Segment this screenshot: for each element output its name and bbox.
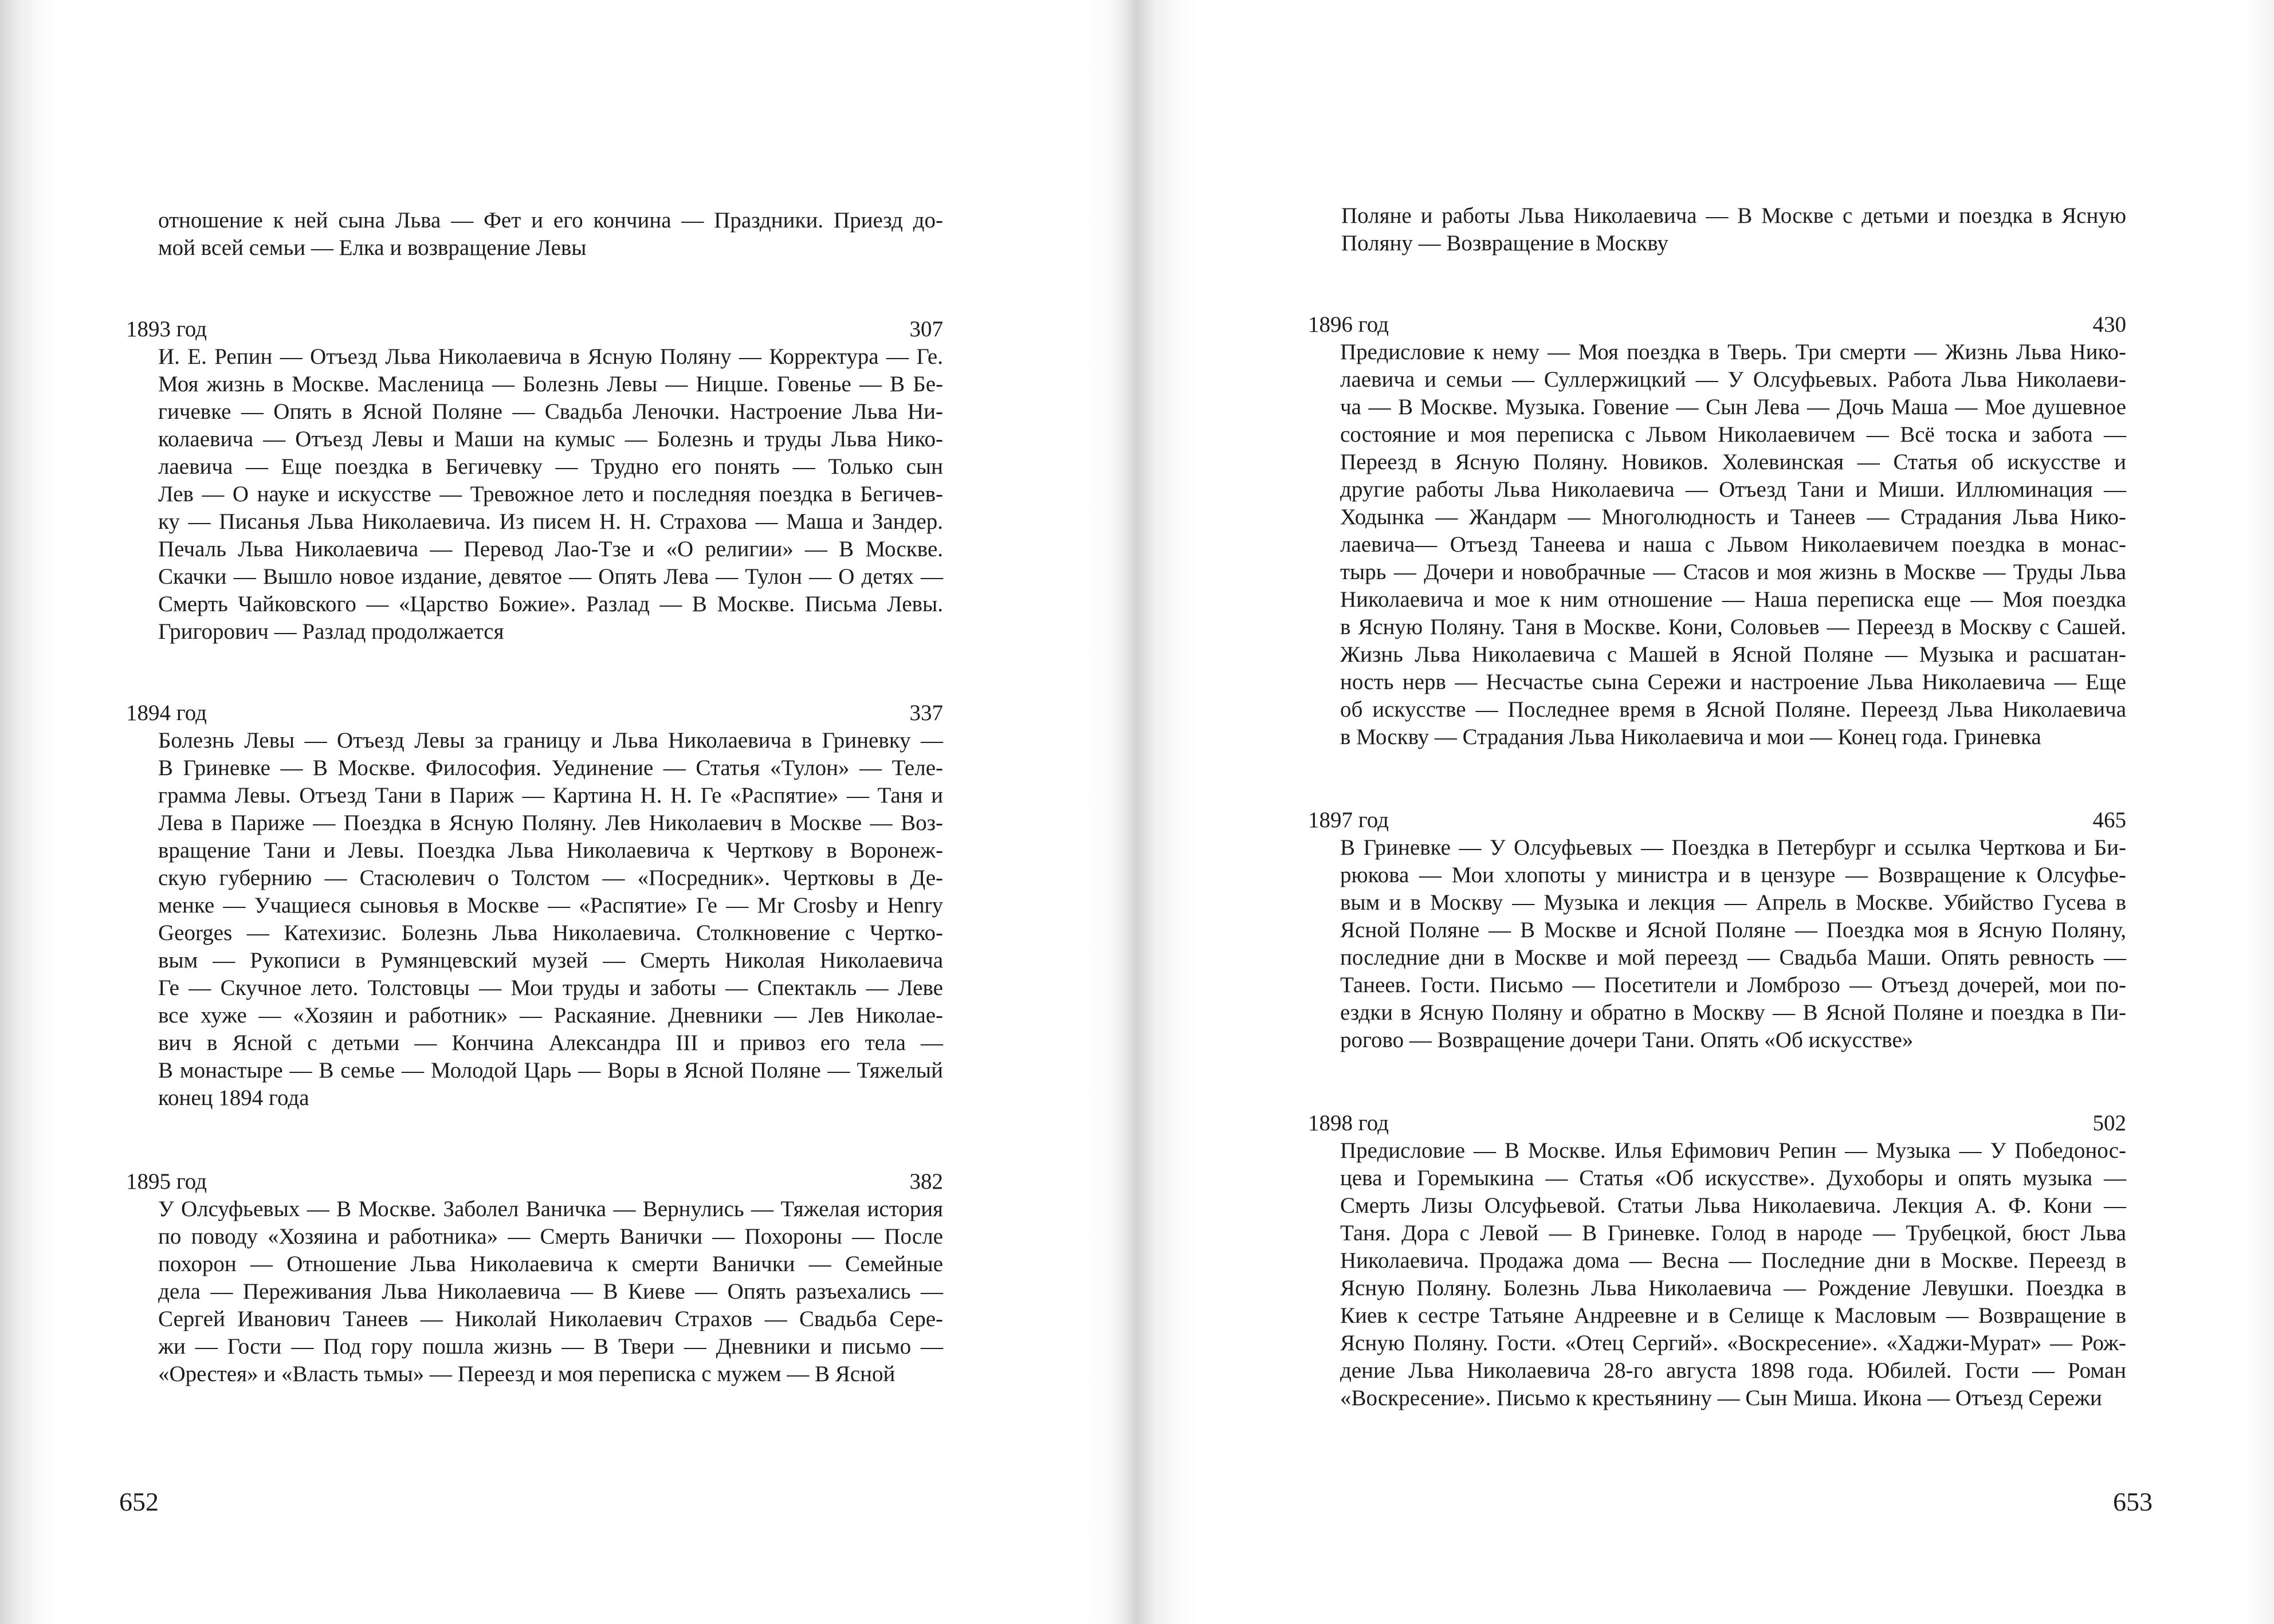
text-line: Предисловие — В Москве. Илья Ефимович Репин — Музыка — У Победонос-: [1340, 1138, 2126, 1163]
text-line: в Ясную Поляну. Таня в Москве. Кони, Соловьев — Переезд в Москву с Сашей.: [1340, 615, 2126, 639]
year-label: 1897 год: [1308, 808, 1389, 832]
text-line: вич в Ясной с детьми — Кончина Александра III и привоз его тела —: [158, 1031, 943, 1055]
text-line: ездки в Ясную Поляну и обратно в Москву — В Ясной Поляне и поездка в Пи-: [1340, 1000, 2126, 1025]
text-line: ча — В Москве. Музыка. Говение — Сын Лева — Дочь Маша — Мое душевное: [1340, 395, 2126, 419]
text-line: лаевича — Еще поездка в Бегичевку — Трудно его понять — Только сын: [158, 454, 943, 479]
text-line: Танеев. Гости. Письмо — Посетители и Ломброзо — Отъезд дочерей, мои по-: [1340, 973, 2126, 997]
text-line: колаевича — Отъезд Левы и Маши на кумыс — Болезнь и труды Льва Нико-: [158, 427, 943, 451]
section-page-number: 465: [2092, 808, 2126, 832]
text-line: скую губернию — Стасюлевич о Толстом — «Посредник». Чертковы в Де-: [158, 866, 943, 890]
text-line: цева и Горемыкина — Статья «Об искусстве». Духоборы и опять музыка —: [1340, 1166, 2126, 1190]
section-contents: [1340, 339, 2126, 751]
text-line: Лева в Париже — Поездка в Ясную Поляну. Лев Николаевич в Москве — Воз-: [158, 811, 943, 835]
text-line: Скачки — Вышло новое издание, девятое — Опять Лева — Тулон — О детях —: [158, 564, 943, 589]
text-line: У Олсуфьевых — В Москве. Заболел Ваничка — Вернулись — Тяжелая история: [158, 1197, 943, 1221]
section-heading: [1308, 1110, 2126, 1137]
year-label: 1893 год: [126, 317, 207, 341]
section-heading: [126, 316, 943, 343]
text-line: В Гриневке — У Олсуфьевых — Поездка в Петербург и ссылка Черткова и Би-: [1340, 835, 2126, 860]
text-line: ность нерв — Несчастье сына Сережи и настроение Льва Николаевича — Еще: [1340, 670, 2126, 694]
text-line: Смерть Лизы Олсуфьевой. Статьи Льва Николаевича. Лекция А. Ф. Кони —: [1340, 1193, 2126, 1218]
text-line: Киев к сестре Татьяне Андреевне и в Селище к Масловым — Возвращение в: [1340, 1303, 2126, 1328]
text-line: Поляне и работы Льва Николаевича — В Москве с детьми и поездка в Ясную: [1341, 203, 2126, 228]
text-line: Таня. Дора с Левой — В Гриневке. Голод в народе — Трубецкой, бюст Льва: [1340, 1221, 2126, 1245]
text-line: лаевича— Отъезд Танеева и наша с Львом Николаевичем поездка в монас-: [1340, 532, 2126, 557]
year-label: 1895 год: [126, 1169, 207, 1194]
text-line: все хуже — «Хозяин и работник» — Раскаяние. Дневники — Лев Николае-: [158, 1003, 943, 1028]
text-line: дела — Переживания Льва Николаевича — В Киеве — Опять разъехались —: [158, 1279, 943, 1304]
text-line: по поводу «Хозяина и работника» — Смерть Ванички — Похороны — После: [158, 1224, 943, 1249]
section-page-number: 430: [2092, 312, 2126, 337]
text-line: Лев — О науке и искусстве — Тревожное лето и последняя поездка в Бегичев-: [158, 482, 943, 506]
text-line: рюкова — Мои хлопоты у министра и в цензуре — Возвращение к Олсуфье-: [1340, 863, 2126, 887]
text-line: ку — Писанья Льва Николаевича. Из писем Н. Н. Страхова — Маша и Зандер.: [158, 509, 943, 534]
text-line: вым и в Москву — Музыка и лекция — Апрель в Москве. Убийство Гусева в: [1340, 890, 2126, 915]
text-line: менке — Учащиеся сыновья в Москве — «Распятие» Ге — Mr Crosby и Henry: [158, 893, 943, 918]
text-line: Предисловие к нему — Моя поездка в Тверь. Три смерти — Жизнь Льва Нико-: [1340, 340, 2126, 364]
text-line: об искусстве — Последнее время в Ясной Поляне. Переезд Льва Николаевича: [1340, 697, 2126, 722]
text-line: в Москву — Страдания Льва Николаевича и мои — Конец года. Гриневка: [1340, 725, 2041, 749]
text-line: В Гриневке — В Москве. Философия. Уединение — Статья «Тулон» — Теле-: [158, 756, 943, 780]
text-line: последние дни в Москве и мой переезд — Свадьба Маши. Опять ревность —: [1340, 945, 2126, 970]
section-contents: [1340, 1137, 2126, 1412]
text-line: Болезнь Левы — Отъезд Левы за границу и Льва Николаевича в Гриневку —: [158, 728, 943, 753]
text-line: «Воскресение». Письмо к крестьянину — Сын Миша. Икона — Отъезд Сережи: [1340, 1386, 2102, 1410]
text-line: Ходынка — Жандарм — Многолюдность и Танеев — Страдания Льва Нико-: [1340, 505, 2126, 529]
text-line: Николаевича и мое к ним отношение — Наша переписка еще — Моя поездка: [1340, 587, 2126, 612]
continuation-text: [1341, 202, 2126, 257]
text-line: Жизнь Льва Николаевича с Машей в Ясной Поляне — Музыка и расшатан-: [1340, 642, 2126, 667]
text-line: гичевке — Опять в Ясной Поляне — Свадьба Леночки. Настроение Льва Ни-: [158, 399, 943, 424]
section-page-number: 382: [909, 1169, 943, 1194]
year-label: 1896 год: [1308, 312, 1389, 337]
text-line: Печаль Льва Николаевича — Перевод Лао-Тзе и «О религии» — В Москве.: [158, 537, 943, 561]
text-line: Моя жизнь в Москве. Масленица — Болезнь Левы — Ницше. Говенье — В Бе-: [158, 372, 943, 396]
section-page-number: 307: [909, 317, 943, 341]
toc-section-1898: [1308, 1110, 2126, 1412]
toc-section-1894: [126, 699, 943, 1112]
toc-section-1895: [126, 1168, 943, 1388]
right-page: [1136, 0, 2274, 1624]
text-line: жи — Гости — Под гору пошла жизнь — В Твери — Дневники и письмо —: [158, 1334, 943, 1359]
text-line: Ясную Поляну. Болезнь Льва Николаевича — Рождение Левушки. Поездка в: [1340, 1276, 2126, 1300]
text-line: другие работы Льва Николаевича — Отъезд Тани и Миши. Иллюминация —: [1340, 477, 2126, 502]
text-line: Поляну — Возвращение в Москву: [1341, 231, 1668, 255]
text-line: вращение Тани и Левы. Поездка Льва Николаевича к Черткову в Воронеж-: [158, 838, 943, 863]
text-line: «Орестея» и «Власть тьмы» — Переезд и моя переписка с мужем — В Ясной: [158, 1362, 896, 1386]
continuation-text: [158, 207, 943, 262]
year-label: 1894 год: [126, 701, 207, 725]
text-line: Ясную Поляну. Гости. «Отец Сергий». «Воскресение». «Хаджи-Мурат» — Рож-: [1340, 1331, 2126, 1355]
text-line: Georges — Катехизис. Болезнь Льва Николаевича. Столкновение с Чертко-: [158, 921, 943, 945]
section-heading: [126, 1168, 943, 1196]
toc-section-1893: [126, 316, 943, 646]
toc-section-1896: [1308, 311, 2126, 751]
text-line: Переезд в Ясную Поляну. Новиков. Холевинская — Статья об искусстве и: [1340, 450, 2126, 474]
section-heading: [1308, 807, 2126, 834]
left-page: [0, 0, 1136, 1624]
text-line: Сергей Иванович Танеев — Николай Николаевич Страхов — Свадьба Сере-: [158, 1307, 943, 1331]
section-contents: [158, 343, 943, 646]
section-heading: [126, 699, 943, 727]
page-number: 652: [119, 1487, 159, 1516]
section-page-number: 337: [909, 701, 943, 725]
text-line: вым — Рукописи в Румянцевский музей — Смерть Николая Николаевича: [158, 948, 943, 973]
text-line: тырь — Дочери и новобрачные — Стасов и моя жизнь в Москве — Труды Льва: [1340, 560, 2126, 584]
toc-section-1897: [1308, 807, 2126, 1054]
page-number: 653: [2113, 1487, 2153, 1516]
text-line: похорон — Отношение Льва Николаевича к смерти Ванички — Семейные: [158, 1252, 943, 1276]
text-line: дение Льва Николаевича 28-го августа 1898 года. Юбилей. Гости — Роман: [1340, 1358, 2126, 1383]
section-contents: [158, 1196, 943, 1388]
text-line: конец 1894 года: [158, 1086, 309, 1110]
year-label: 1898 год: [1308, 1111, 1389, 1135]
text-line: Смерть Чайковского — «Царство Божие». Разлад — В Москве. Письма Левы.: [158, 592, 943, 616]
section-page-number: 502: [2092, 1111, 2126, 1135]
text-line: И. Е. Репин — Отъезд Льва Николаевича в Ясную Поляну — Корректура — Ге.: [158, 344, 943, 369]
section-heading: [1308, 311, 2126, 339]
text-line: грамма Левы. Отъезд Тани в Париж — Картина Н. Н. Ге «Распятие» — Таня и: [158, 783, 943, 808]
text-line: Григорович — Разлад продолжается: [158, 619, 504, 644]
text-line: отношение к ней сына Льва — Фет и его кончина — Праздники. Приезд до-: [158, 208, 943, 233]
text-line: рогово — Возвращение дочери Тани. Опять «Об искусстве»: [1340, 1028, 1914, 1052]
section-contents: [158, 727, 943, 1112]
text-line: В монастыре — В семье — Молодой Царь — Воры в Ясной Поляне — Тяжелый: [158, 1058, 943, 1083]
text-line: Ге — Скучное лето. Толстовцы — Мои труды и заботы — Спектакль — Леве: [158, 976, 943, 1000]
text-line: мой всей семьи — Елка и возвращение Левы: [158, 235, 587, 260]
text-line: Ясной Поляне — В Москве и Ясной Поляне — Поездка моя в Ясную Поляну,: [1340, 918, 2126, 942]
text-line: лаевича и семьи — Суллержицкий — У Олсуфьевых. Работа Льва Николаеви-: [1340, 367, 2126, 392]
text-line: состояние и моя переписка с Львом Николаевичем — Всё тоска и забота —: [1340, 422, 2126, 447]
section-contents: [1340, 834, 2126, 1054]
text-line: Николаевича. Продажа дома — Весна — Последние дни в Москве. Переезд в: [1340, 1248, 2126, 1273]
